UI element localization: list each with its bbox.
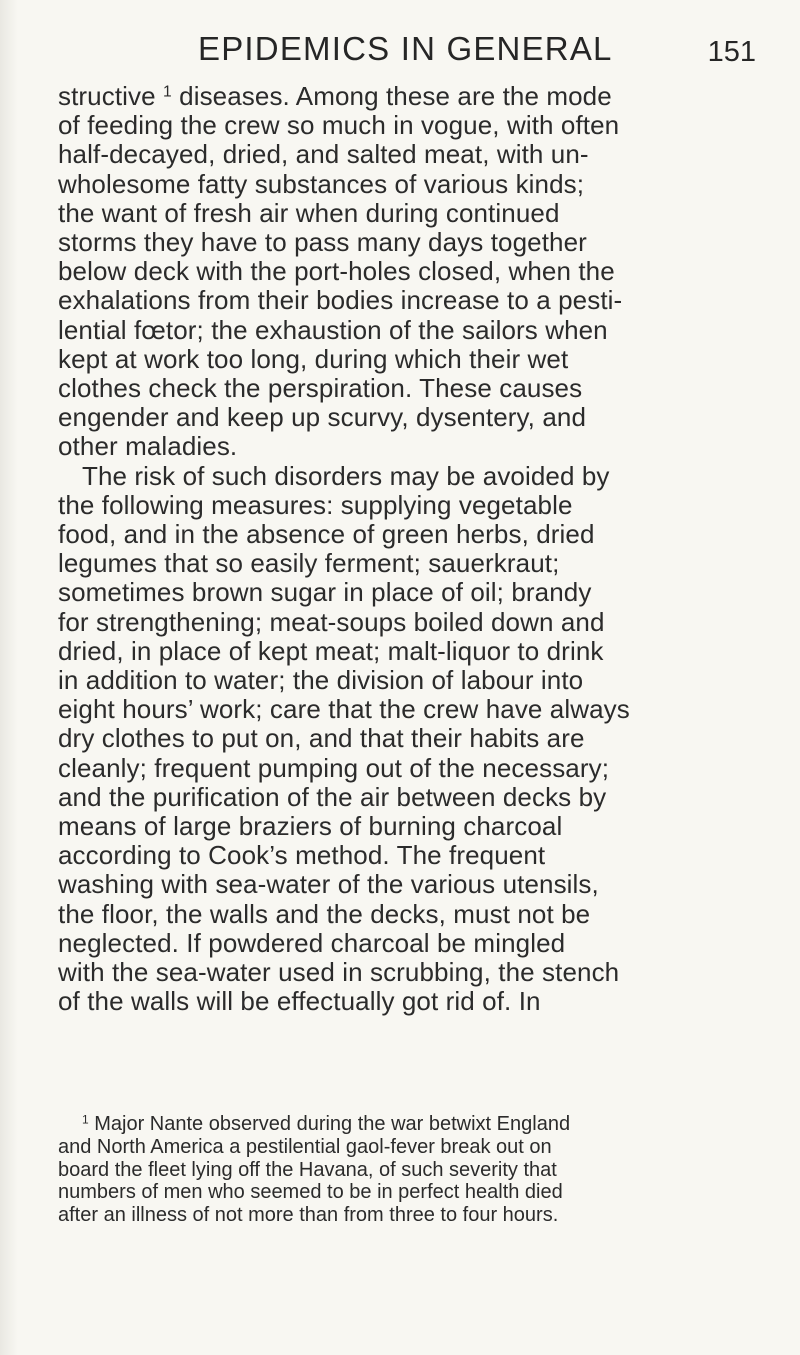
- footnote-line: after an illness of not more than from three to four hours.: [58, 1204, 559, 1227]
- running-head: [58, 30, 756, 70]
- footnote-marker: 1: [82, 1112, 89, 1127]
- text-line: legumes that so easily ferment; sauerkraut;: [58, 548, 560, 579]
- text-line: according to Cook’s method. The frequent: [58, 840, 546, 871]
- text-line: engender and keep up scurvy, dysentery, and: [58, 402, 587, 433]
- text-line: clothes check the perspiration. These causes: [58, 373, 583, 404]
- body-text: [58, 82, 768, 1017]
- text-line: exhalations from their bodies increase to a pesti-: [58, 285, 623, 316]
- text-line: half-decayed, dried, and salted meat, with un-: [58, 139, 589, 170]
- footnote-line: numbers of men who seemed to be in perfect health died: [58, 1181, 563, 1204]
- text-line: storms they have to pass many days together: [58, 227, 587, 258]
- text-line: and the purification of the air between decks by: [58, 781, 607, 812]
- text-line: structive $^1$ diseases. Among these are the mode: [58, 81, 612, 111]
- text-line: eight hours’ work; care that the crew have always: [58, 694, 630, 725]
- paragraph-1: [58, 82, 768, 462]
- text-line: the want of fresh air when during continued: [58, 197, 560, 228]
- text-line: cleanly; frequent pumping out of the necessary;: [58, 752, 610, 783]
- footnote-line: board the fleet lying off the Havana, of such severity that: [58, 1158, 557, 1181]
- text-line: lential fœtor; the exhaustion of the sailors when: [58, 314, 608, 345]
- text-line: the following measures: supplying vegetable: [58, 489, 573, 520]
- text-line: food, and in the absence of green herbs, dried: [58, 519, 595, 550]
- text-line: wholesome fatty substances of various kinds;: [58, 168, 585, 199]
- text-line: in addition to water; the division of labour into: [58, 665, 584, 696]
- footnote: [58, 1113, 768, 1227]
- text-line: of the walls will be effectually got rid of. In: [58, 986, 541, 1017]
- text-line: for strengthening; meat-soups boiled down and: [58, 606, 605, 637]
- text-line: other maladies.: [58, 431, 238, 462]
- text-line: means of large braziers of burning charcoal: [58, 811, 563, 842]
- running-title: EPIDEMICS IN GENERAL: [198, 30, 613, 67]
- text-line: washing with sea-water of the various utensils,: [58, 869, 599, 900]
- footnote-line: and North America a pestilential gaol-fever break out on: [58, 1135, 552, 1158]
- text-line: of feeding the crew so much in vogue, with often: [58, 110, 620, 141]
- text-line: below deck with the port-holes closed, when the: [58, 256, 615, 287]
- text-line: with the sea-water used in scrubbing, the stench: [58, 957, 620, 988]
- text-line: the floor, the walls and the decks, must not be: [58, 898, 591, 929]
- text-line: dry clothes to put on, and that their habits are: [58, 723, 585, 754]
- footnote-line: $^1$ Major Nante observed during the war betwixt England: [82, 1112, 571, 1135]
- text-line: dried, in place of kept meat; malt-liquor to drink: [58, 635, 604, 666]
- page-gutter: [0, 0, 18, 1355]
- text-line: The risk of such disorders may be avoided by: [82, 460, 610, 491]
- text-line: sometimes brown sugar in place of oil; brandy: [58, 577, 592, 608]
- page-number: 151: [707, 36, 756, 68]
- text-line: kept at work too long, during which their wet: [58, 343, 569, 374]
- footnote-reference: 1: [163, 83, 172, 101]
- paragraph-2: [58, 462, 768, 1017]
- text-line: neglected. If powdered charcoal be mingled: [58, 927, 566, 958]
